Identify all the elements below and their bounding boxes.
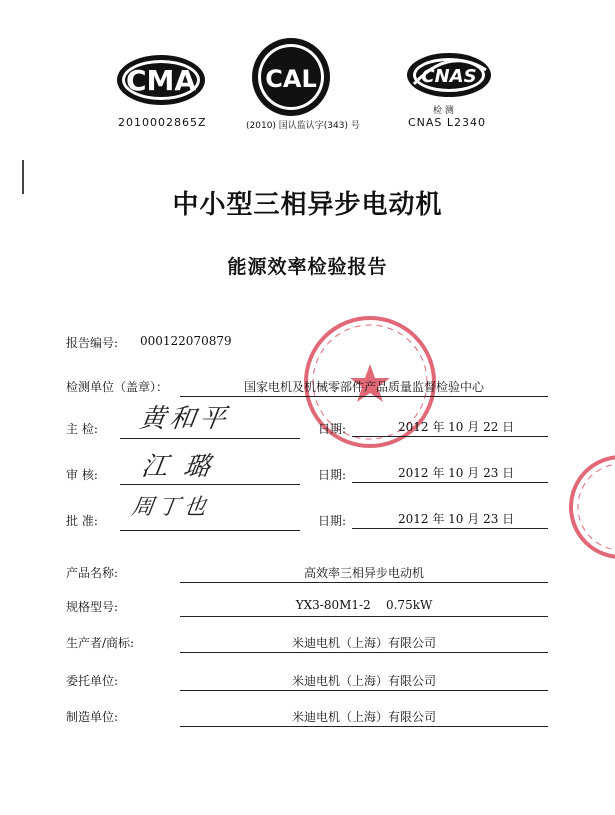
partial-stamp (566, 452, 615, 562)
cnas-caption: 检 测 (433, 106, 454, 116)
reviewer-signature: 江 璐 (139, 452, 217, 482)
product-name-value: 高效率三相异步电动机 (303, 566, 424, 580)
report-number-value: 000122070879 (140, 334, 232, 348)
maker-line (180, 726, 548, 727)
cal-logo-text: CAL (265, 65, 317, 93)
model-line (180, 616, 548, 617)
model-value: YX3-80M1-2 0.75kW (295, 598, 433, 612)
approver-signature: 周丁也 (129, 495, 212, 520)
client-value: 米迪电机（上海）有限公司 (291, 674, 436, 688)
reviewer-date: 2012 年 10 月 23 日 (398, 466, 515, 480)
approver-label: 批 准: (66, 514, 98, 528)
test-unit-value: 国家电机及机械零部件产品质量监督检验中心 (243, 380, 484, 394)
reviewer-date-line (352, 482, 548, 483)
test-unit-label: 检测单位（盖章）： (66, 380, 169, 394)
product-name-label: 产品名称: (66, 566, 119, 580)
inspector-date: 2012 年 10 月 22 日 (398, 420, 515, 434)
inspector-date-label: 日期: (318, 422, 347, 436)
cma-code: 2010002865Z (118, 116, 207, 129)
cnas-code: CNAS L2340 (408, 116, 487, 129)
cma-logo (114, 52, 208, 108)
test-unit-line (180, 396, 548, 397)
inspector-line (120, 438, 300, 439)
inspector-date-line (352, 436, 548, 437)
approver-line (120, 530, 300, 531)
cnas-logo (404, 50, 494, 100)
product-name-line (180, 582, 548, 583)
approver-date-line (352, 528, 548, 529)
reviewer-date-label: 日期: (318, 468, 347, 482)
document-subtitle: 能源效率检验报告 (227, 256, 388, 278)
manufacturer-value: 米迪电机（上海）有限公司 (291, 636, 436, 650)
model-label: 规格型号: (66, 600, 119, 614)
reviewer-label: 审 核: (66, 468, 98, 482)
cal-code: (2010) 国认监认字(343) 号 (246, 121, 360, 131)
inspector-signature: 黄和平 (137, 404, 232, 434)
cma-logo-text: CMA (125, 64, 197, 97)
approver-date: 2012 年 10 月 23 日 (398, 512, 515, 526)
maker-value: 米迪电机（上海）有限公司 (291, 710, 436, 724)
manufacturer-line (180, 652, 548, 653)
cnas-logo-text: CNAS (421, 66, 477, 87)
cal-logo (250, 36, 332, 118)
inspector-label: 主 检: (66, 422, 98, 436)
approver-date-label: 日期: (318, 514, 347, 528)
client-label: 委托单位: (66, 674, 119, 688)
client-line (180, 690, 548, 691)
maker-label: 制造单位: (66, 710, 119, 724)
manufacturer-label: 生产者/商标: (66, 636, 135, 650)
report-number-label: 报告编号: (66, 336, 119, 350)
reviewer-line (120, 484, 300, 485)
document-title: 中小型三相异步电动机 (172, 190, 443, 220)
